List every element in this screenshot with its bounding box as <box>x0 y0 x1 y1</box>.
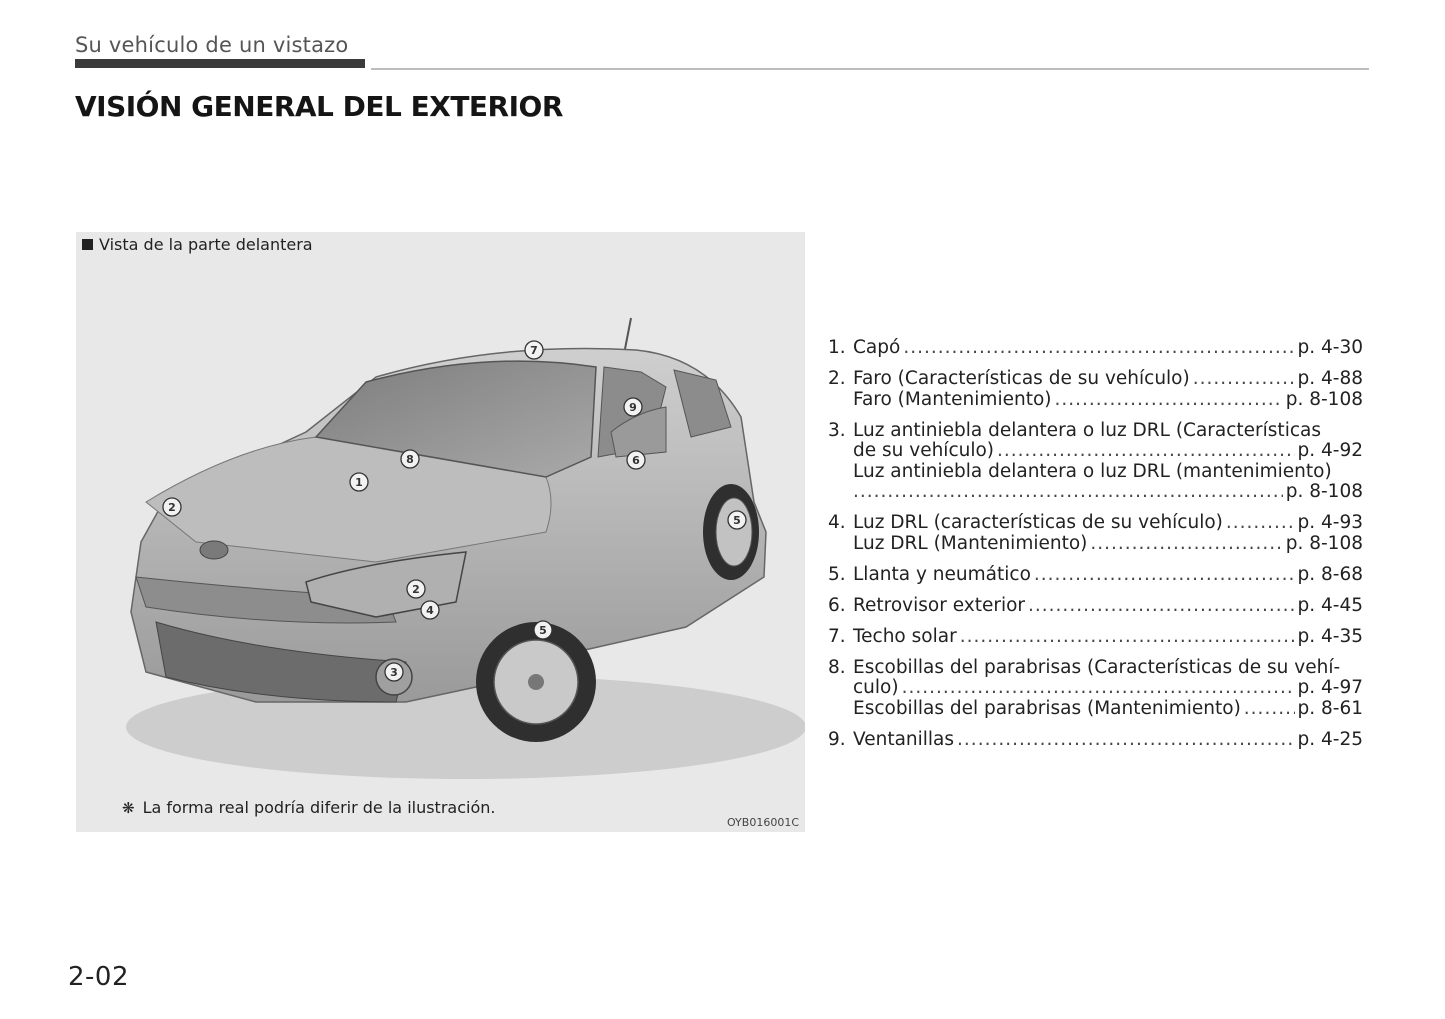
callout-5a <box>534 621 552 639</box>
item-page-ref: p. 4-35 <box>1297 625 1363 647</box>
item-number: 6. <box>828 594 846 616</box>
svg-text:6: 6 <box>632 454 640 467</box>
callout-1 <box>350 473 368 491</box>
item-page-ref: p. 4-30 <box>1297 337 1363 358</box>
callout-2a <box>163 498 181 516</box>
item-text: Capó <box>853 337 901 358</box>
item-page-ref: p. 4-93 <box>1297 512 1363 533</box>
callout-7 <box>525 341 543 359</box>
leader-dots <box>1193 369 1295 390</box>
callout-2b <box>407 580 425 598</box>
list-item <box>828 513 1363 554</box>
figure-note-text: La forma real podría diferir de la ilustración. <box>142 798 496 817</box>
leader-dots <box>853 482 1283 503</box>
svg-text:3: 3 <box>390 666 398 679</box>
item-text: Luz DRL (Mantenimiento) <box>853 532 1088 554</box>
item-page-ref: p. 4-88 <box>1297 368 1363 389</box>
svg-text:5: 5 <box>733 514 741 527</box>
list-item <box>828 730 1363 751</box>
figure-code: OYB016001C <box>727 816 799 829</box>
car-illustration <box>76 232 805 832</box>
leader-dots <box>1034 565 1295 586</box>
list-item <box>828 565 1363 586</box>
item-text: Luz DRL (características de su vehículo) <box>853 512 1223 533</box>
svg-text:2: 2 <box>168 501 176 514</box>
svg-text:5: 5 <box>539 624 547 637</box>
item-text: de su vehículo) <box>853 440 995 461</box>
leader-dots <box>1244 699 1295 720</box>
item-number: 3. <box>828 419 846 441</box>
item-page-ref: p. 4-25 <box>1297 728 1363 750</box>
item-text: Escobillas del parabrisas (Mantenimiento) <box>853 697 1241 719</box>
leader-dots <box>1054 390 1282 411</box>
svg-text:2: 2 <box>412 583 420 596</box>
header-rule-thick <box>75 59 365 68</box>
list-item <box>828 421 1363 503</box>
svg-text:8: 8 <box>406 453 414 466</box>
callout-6 <box>627 451 645 469</box>
item-number: 9. <box>828 728 846 750</box>
item-number: 5. <box>828 563 846 585</box>
item-page-ref: p. 8-108 <box>1285 388 1363 410</box>
exterior-figure <box>76 232 805 832</box>
list-item <box>828 369 1363 410</box>
item-number: 1. <box>828 337 846 358</box>
figure-caption <box>82 235 313 254</box>
figure-caption-text: Vista de la parte delantera <box>99 235 313 254</box>
item-text: Ventanillas <box>853 728 955 750</box>
list-item <box>828 658 1363 720</box>
item-page-ref: p. 8-108 <box>1285 481 1363 502</box>
item-text: Retrovisor exterior <box>853 594 1026 616</box>
square-bullet-icon <box>82 239 93 250</box>
list-item <box>828 627 1363 648</box>
item-text: Luz antiniebla delantera o luz DRL (Características <box>853 419 1321 441</box>
leader-dots <box>1090 534 1282 555</box>
leader-dots <box>1226 513 1295 534</box>
callout-9 <box>624 398 642 416</box>
callout-4 <box>421 601 439 619</box>
leader-dots <box>960 627 1295 648</box>
svg-text:9: 9 <box>629 401 637 414</box>
svg-text:7: 7 <box>530 344 538 357</box>
header-rule-thin <box>371 68 1369 70</box>
figure-note <box>122 798 495 817</box>
leader-dots <box>902 678 1295 699</box>
item-text: Techo solar <box>853 625 957 647</box>
list-item <box>828 338 1363 359</box>
callout-3 <box>385 663 403 681</box>
item-text: Escobillas del parabrisas (Características de su vehí- <box>853 656 1341 678</box>
callout-8 <box>401 450 419 468</box>
item-page-ref: p. 4-92 <box>1297 440 1363 461</box>
leader-dots <box>957 730 1294 751</box>
page-number: 2-02 <box>68 962 130 992</box>
leader-dots <box>997 441 1294 462</box>
item-text: culo) <box>853 677 899 698</box>
page-title: VISIÓN GENERAL DEL EXTERIOR <box>75 90 563 123</box>
item-page-ref: p. 4-97 <box>1297 677 1363 698</box>
leader-dots <box>1028 596 1294 617</box>
list-item <box>828 596 1363 617</box>
item-text: Faro (Mantenimiento) <box>853 388 1052 410</box>
item-number: 7. <box>828 625 846 647</box>
item-text: Llanta y neumático <box>853 563 1031 585</box>
asterisk-icon: ❋ <box>122 798 135 817</box>
item-page-ref: p. 8-68 <box>1297 563 1363 585</box>
leader-dots <box>903 338 1294 359</box>
item-number: 4. <box>828 512 846 533</box>
item-text: Luz antiniebla delantera o luz DRL (mantenimiento) <box>853 460 1332 482</box>
callout-5b <box>728 511 746 529</box>
item-number: 8. <box>828 656 846 678</box>
item-page-ref: p. 8-61 <box>1297 697 1363 719</box>
svg-text:1: 1 <box>355 476 363 489</box>
item-page-ref: p. 8-108 <box>1285 532 1363 554</box>
item-text: Faro (Características de su vehículo) <box>853 368 1190 389</box>
section-label: Su vehículo de un vistazo <box>75 33 349 57</box>
svg-text:4: 4 <box>426 604 434 617</box>
parts-list <box>828 338 1363 761</box>
item-page-ref: p. 4-45 <box>1297 594 1363 616</box>
item-number: 2. <box>828 368 846 389</box>
